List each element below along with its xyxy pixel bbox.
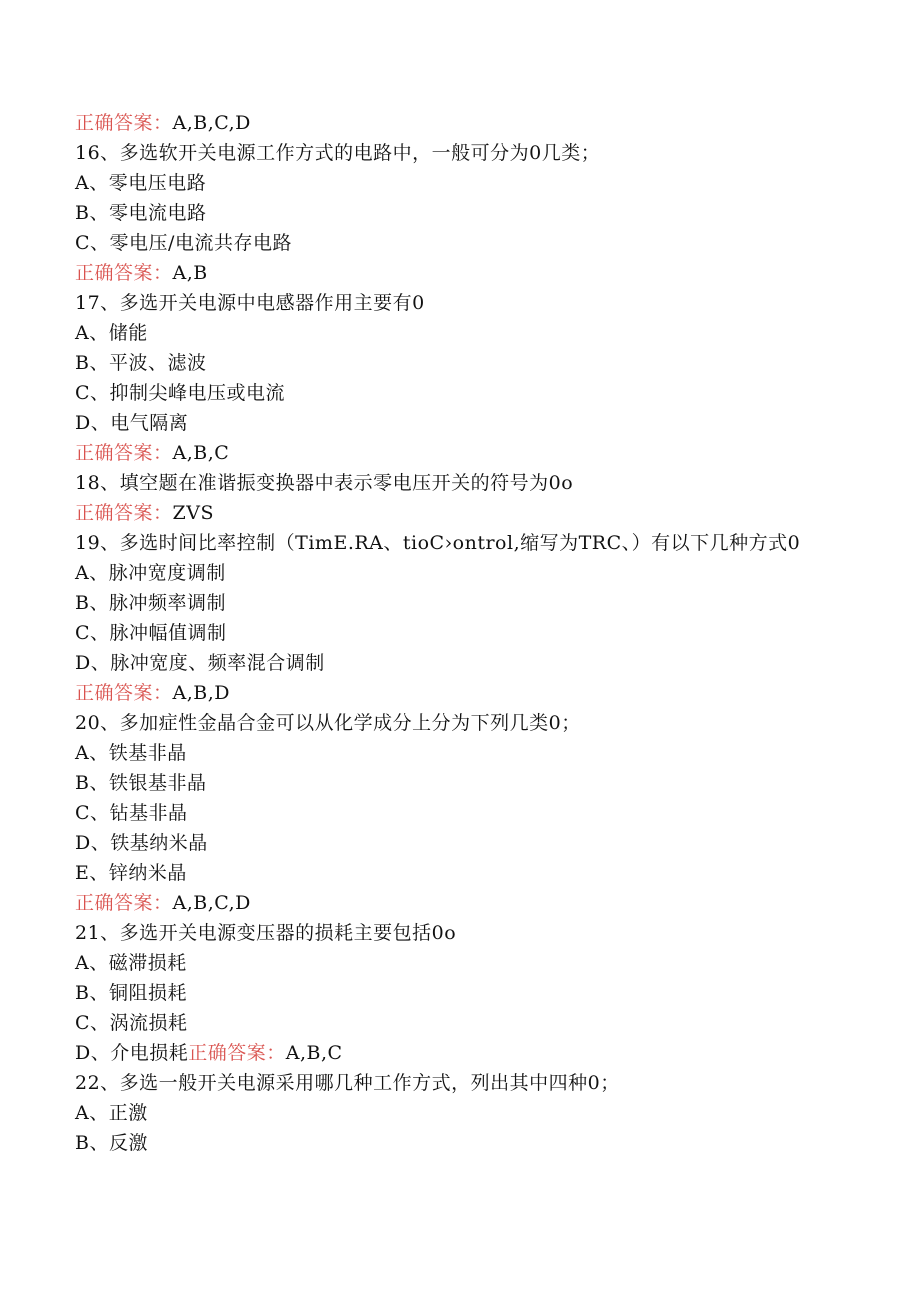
answer-line — [75, 438, 865, 468]
option-text: A、铁基非晶 — [75, 742, 187, 764]
option-text: D、介电损耗 — [75, 1042, 189, 1064]
option-with-answer-line — [75, 1038, 865, 1068]
question-text: 20、多加症性金晶合金可以从化学成分上分为下列几类0； — [75, 712, 581, 734]
option-text: A、正激 — [75, 1102, 148, 1124]
option-text: B、平波、滤波 — [75, 352, 207, 374]
question-text: 22、多选一般开关电源采用哪几种工作方式，列出其中四种0； — [75, 1072, 620, 1094]
option-text: C、抑制尖峰电压或电流 — [75, 382, 286, 404]
option-text: A、储能 — [75, 322, 148, 344]
answer-value: A,B,C,D — [172, 112, 251, 134]
question-text: 16、多选软开关电源工作方式的电路中，一般可分为0几类； — [75, 142, 601, 164]
option-text: B、零电流电路 — [75, 202, 207, 224]
answer-label: 正确答案： — [75, 442, 173, 464]
option-text: C、涡流损耗 — [75, 1012, 188, 1034]
option-text: E、锌纳米晶 — [75, 862, 187, 884]
option-text: B、反激 — [75, 1132, 148, 1154]
question-text: 21、多选开关电源变压器的损耗主要包括0o — [75, 922, 457, 944]
option-text: B、铜阻损耗 — [75, 982, 187, 1004]
option-text: B、铁银基非晶 — [75, 772, 207, 794]
document-page — [75, 108, 865, 1158]
option-text: D、电气隔离 — [75, 412, 189, 434]
option-text: D、铁基纳米晶 — [75, 832, 208, 854]
answer-label: 正确答案： — [75, 502, 173, 524]
answer-label: 正确答案： — [75, 682, 173, 704]
answer-line — [75, 498, 865, 528]
option-text: B、脉冲频率调制 — [75, 592, 226, 614]
answer-label: 正确答案： — [188, 1042, 286, 1064]
answer-line — [75, 108, 865, 138]
question-text: 17、多选开关电源中电感器作用主要有0 — [75, 292, 425, 314]
option-text: A、脉冲宽度调制 — [75, 562, 226, 584]
answer-label: 正确答案： — [75, 262, 173, 284]
option-text: D、脉冲宽度、频率混合调制 — [75, 652, 325, 674]
answer-line — [75, 888, 865, 918]
option-text: A、磁滞损耗 — [75, 952, 187, 974]
answer-value: ZVS — [172, 502, 214, 524]
answer-label: 正确答案： — [75, 112, 173, 134]
answer-value: A,B,C — [172, 442, 230, 464]
option-text: C、钻基非晶 — [75, 802, 188, 824]
option-text: C、零电压/电流共存电路 — [75, 232, 292, 254]
answer-value: A,B,C,D — [172, 892, 251, 914]
option-text: C、脉冲幅值调制 — [75, 622, 227, 644]
answer-value: A,B — [172, 262, 208, 284]
question-text: 18、填空题在准谐振变换器中表示零电压开关的符号为0o — [75, 472, 574, 494]
question-text: 19、多选时间比率控制（TimE.RA、tioC›ontrol,缩写为TRC、）有以下几种方式0 — [75, 532, 801, 554]
answer-line — [75, 258, 865, 288]
answer-value: A,B,D — [172, 682, 231, 704]
answer-line — [75, 678, 865, 708]
answer-label: 正确答案： — [75, 892, 173, 914]
answer-value: A,B,C — [285, 1042, 343, 1064]
option-text: A、零电压电路 — [75, 172, 207, 194]
